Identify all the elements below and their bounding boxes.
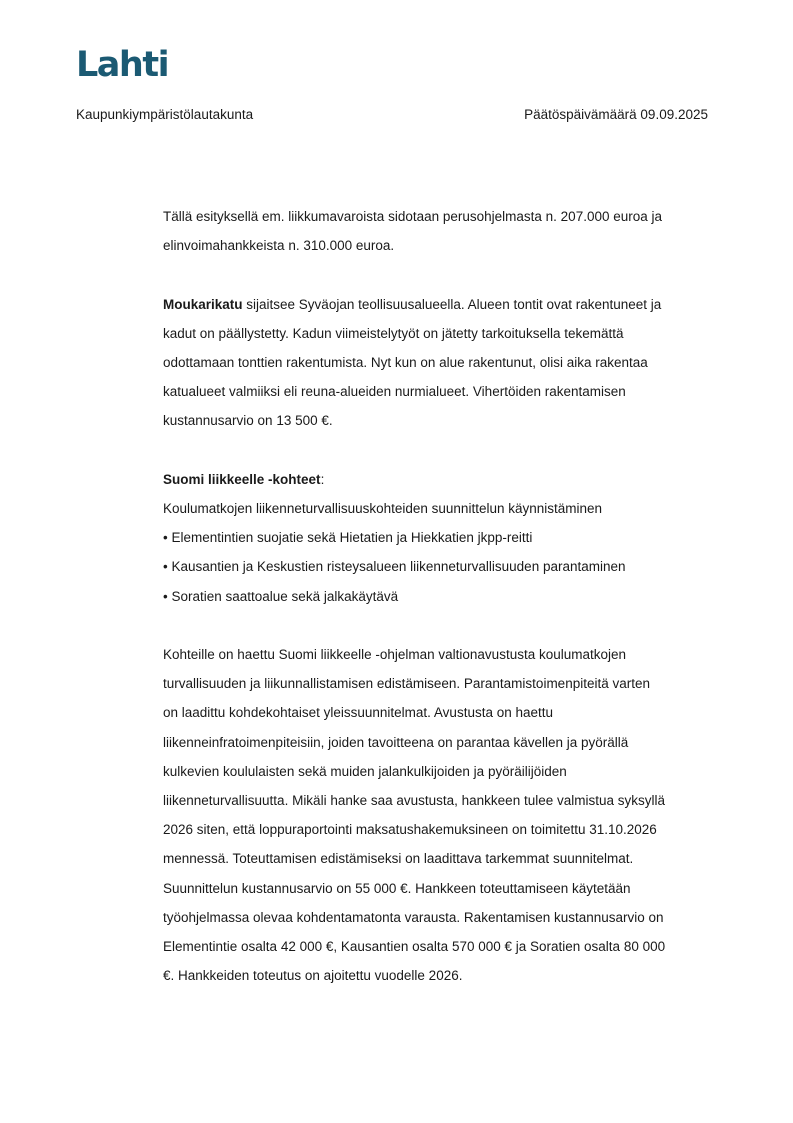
- lahti-logo-wordmark: Lahti: [76, 45, 168, 82]
- bullet-item: • Soratien saattoalue sekä jalkakäytävä: [163, 588, 399, 604]
- paragraph-suomi-liikkeelle: [163, 465, 728, 611]
- document-body: [163, 202, 728, 1020]
- text-line: liikenneturvallisuutta. Mikäli hanke saa avustusta, hankkeen tulee valmistua syksyllä: [163, 793, 666, 809]
- text-line: Koulumatkojen liikenneturvallisuuskohteiden suunnittelun käynnistäminen: [163, 501, 603, 516]
- text-line: 2026 siten, että loppuraportointi maksatushakemuksineen on toimitettu 31.10.2026: [163, 822, 657, 838]
- committee-name: Kaupunkiympäristölautakunta: [76, 107, 254, 122]
- text-fragment: sijaitsee Syväojan teollisuusalueella. Alueen tontit ovat rakentuneet ja: [242, 296, 662, 312]
- text-line: on laadittu kohdekohtaiset yleissuunnitelmat. Avustusta on haettu: [163, 705, 554, 721]
- text-line: katualueet valmiiksi eli reuna-alueiden nurmialueet. Vihertöiden rakentamisen: [163, 384, 626, 400]
- text-line: elinvoimahankkeista n. 310.000 euroa.: [163, 238, 395, 254]
- moukarikatu-heading: Moukarikatu: [163, 296, 243, 312]
- text-line: odottamaan tonttien rakentumista. Nyt kun on alue rakentunut, olisi aika rakentaa: [163, 355, 648, 370]
- document-header: [76, 106, 708, 124]
- text-line: Tällä esityksellä em. liikkumavaroista sidotaan perusohjelmasta n. 207.000 euroa ja: [163, 209, 663, 224]
- text-line: Kohteille on haettu Suomi liikkeelle -ohjelman valtionavustusta koulumatkojen: [163, 647, 627, 662]
- text-line: kulkevien koululaisten sekä muiden jalankulkijoiden ja pyöräilijöiden: [163, 763, 567, 779]
- text-line: kustannusarvio on 13 500 €.: [163, 413, 333, 429]
- bullet-item: • Kausantien ja Keskustien risteysalueen liikenneturvallisuuden parantaminen: [163, 559, 626, 575]
- text-line: työohjelmassa olevaa kohdentamatonta varausta. Rakentamisen kustannusarvio on: [163, 909, 664, 925]
- text-line: kadut on päällystetty. Kadun viimeistelytyöt on jätetty tarkoituksella tekemättä: [163, 325, 624, 341]
- paragraph-grant-details: [163, 640, 728, 990]
- heading-colon: :: [320, 471, 325, 487]
- text-line: €. Hankkeiden toteutus on ajoitettu vuodelle 2026.: [163, 968, 463, 984]
- text-line: Elementintie osalta 42 000 €, Kausantien osalta 570 000 € ja Soratien osalta 80 000: [163, 939, 666, 955]
- suomi-liikkeelle-heading: Suomi liikkeelle -kohteet: [163, 471, 321, 487]
- section-heading: [163, 465, 728, 494]
- text-line: Suunnittelun kustannusarvio on 55 000 €. Hankkeen toteuttamiseen käytetään: [163, 880, 631, 896]
- text-line: [163, 290, 728, 319]
- decision-date: Päätöspäivämäärä 09.09.2025: [524, 107, 708, 122]
- paragraph-moukarikatu: [163, 290, 728, 436]
- text-line: liikenneinfratoimenpiteisiin, joiden tavoitteena on parantaa kävellen ja pyörällä: [163, 734, 629, 750]
- text-line: turvallisuuden ja liikunnallistamisen edistämiseen. Parantamistoimenpiteitä varten: [163, 676, 650, 692]
- text-line: mennessä. Toteuttamisen edistämiseksi on laadittava tarkemmat suunnitelmat.: [163, 851, 634, 867]
- paragraph-funding: [163, 202, 728, 260]
- bullet-item: • Elementintien suojatie sekä Hietatien ja Hiekkatien jkpp-reitti: [163, 530, 533, 546]
- lahti-logo: [76, 44, 168, 82]
